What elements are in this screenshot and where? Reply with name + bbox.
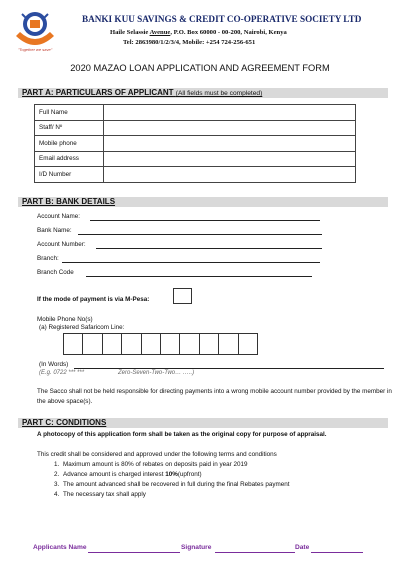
- form-title: 2020 MAZAO LOAN APPLICATION AND AGREEMENT FORM: [70, 63, 330, 73]
- account-name-field[interactable]: [90, 220, 320, 221]
- terms-intro: This credit shall be considered and approved under the following terms and conditions: [37, 451, 277, 458]
- full-name-label: Full Name: [35, 105, 104, 121]
- in-words-label: (In Words): [39, 361, 69, 368]
- staff-number-label: Staff/ Nº: [35, 120, 104, 136]
- part-b-heading: PART B: BANK DETAILS: [22, 197, 116, 206]
- table-row: [35, 136, 356, 152]
- bank-name-field[interactable]: [78, 234, 322, 235]
- branch-field[interactable]: [62, 262, 320, 263]
- staff-number-field[interactable]: [104, 120, 356, 136]
- applicant-particulars-table: [34, 104, 356, 183]
- applicant-name-label: Applicants Name: [33, 544, 87, 551]
- table-row: [35, 120, 356, 136]
- account-name-label: Account Name:: [37, 213, 81, 220]
- account-number-field[interactable]: [96, 248, 322, 249]
- part-c-heading: PART C: CONDITIONS: [22, 418, 107, 427]
- part-a-heading: PART A: PARTICULARS OF APPLICANT (All fields must be completed): [22, 88, 263, 97]
- logo-motto: "Together we save": [17, 47, 53, 52]
- photocopy-note: A photocopy of this application form shall be taken as the original copy for purpose of appraisal.: [37, 431, 327, 438]
- id-number-label: I/D Number: [35, 167, 104, 183]
- condition-item: 2. Advance amount is charged interest 10%(upfront): [61, 470, 387, 480]
- date-label: Date: [295, 544, 310, 551]
- full-name-field[interactable]: [104, 105, 356, 121]
- email-address-field[interactable]: [104, 151, 356, 167]
- applicant-name-field[interactable]: [88, 552, 180, 553]
- example-number: (E.g. 0722 *** ***: [39, 370, 85, 376]
- table-row: [35, 167, 356, 183]
- mpesa-question: If the mode of payment is via M-Pesa:: [37, 296, 150, 303]
- signature-label: Signature: [181, 544, 212, 551]
- mobile-phone-numbers-label: Mobile Phone No(s): [37, 316, 93, 323]
- table-row: [35, 105, 356, 121]
- in-words-field[interactable]: [74, 368, 384, 369]
- sacco-logo: [6, 6, 64, 54]
- branch-label: Branch:: [37, 255, 59, 262]
- registered-line-label: (a) Registered Safaricom Line:: [39, 324, 125, 331]
- disclaimer-text: The Sacco shall not be held responsible for directing payments into a wrong mobile account number provided by the member in the above space(s).: [37, 388, 392, 405]
- organization-contacts: Tel: 2863980/1/2/3/4, Mobile: +254 724-256-651: [123, 39, 256, 46]
- conditions-list: [37, 460, 387, 500]
- condition-item: 3. The amount advanced shall be recovered in full during the final Rebates payment: [61, 480, 387, 490]
- id-number-field[interactable]: [104, 167, 356, 183]
- example-words: Zero-Seven-Two-Two… …..): [118, 370, 195, 376]
- table-row: [35, 151, 356, 167]
- account-number-label: Account Number:: [37, 241, 86, 248]
- bank-name-label: Bank Name:: [37, 227, 72, 234]
- condition-item: 1. Maximum amount is 80% of rebates on deposits paid in year 2019: [61, 460, 387, 470]
- branch-code-label: Branch Code: [37, 269, 74, 276]
- mpesa-checkbox[interactable]: [173, 288, 192, 304]
- organization-name: BANKI KUU SAVINGS & CREDIT CO-OPERATIVE SOCIETY LTD: [82, 14, 362, 24]
- condition-item: 4. The necessary tax shall apply: [61, 490, 387, 500]
- date-field[interactable]: [311, 552, 363, 553]
- terms-section: [37, 450, 387, 500]
- safaricom-number-boxes[interactable]: [63, 333, 258, 355]
- mobile-phone-field[interactable]: [104, 136, 356, 152]
- branch-code-field[interactable]: [86, 276, 312, 277]
- email-address-label: Email address: [35, 151, 104, 167]
- organization-address: Haile Selassie Avenue, P.O. Box 60000 - 00-200, Nairobi, Kenya: [110, 29, 287, 36]
- mobile-phone-label: Mobile phone: [35, 136, 104, 152]
- signature-field[interactable]: [215, 552, 295, 553]
